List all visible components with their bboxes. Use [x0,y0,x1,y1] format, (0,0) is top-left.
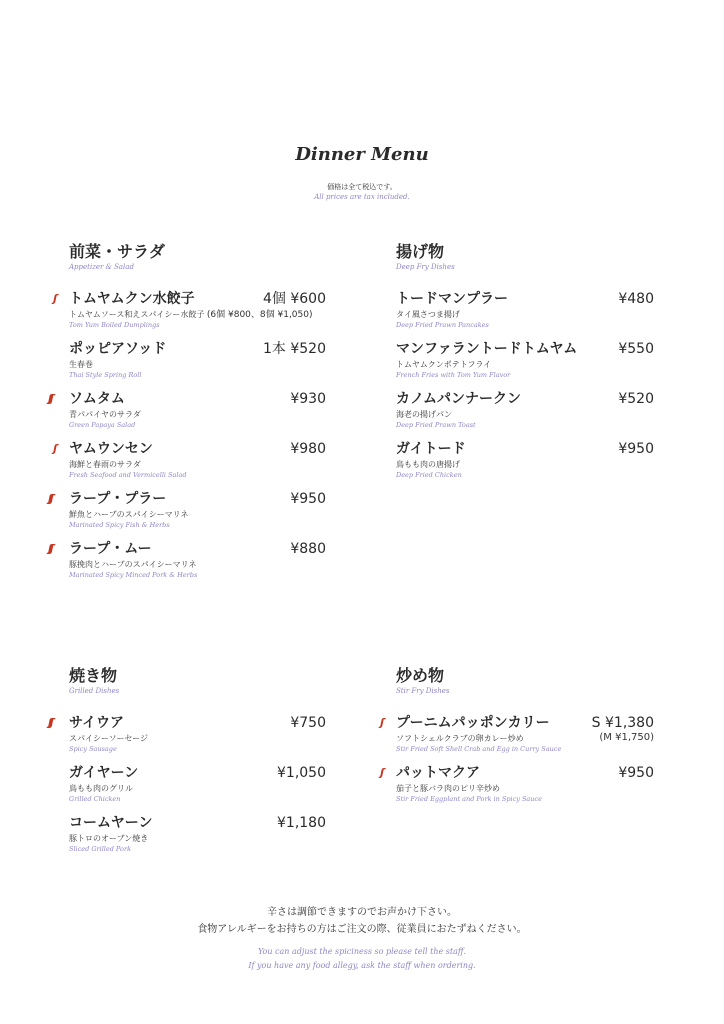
section-subtitle: Grilled Dishes [69,687,120,695]
item-price: ¥1,050 [277,765,326,781]
item-description-jp: 鮮魚とハーブのスパイシーマリネ [69,510,189,519]
item-price: ¥980 [290,441,326,457]
item-description-en: Green Papaya Salad [69,421,136,429]
menu-item [380,714,654,764]
menu-item [69,340,326,390]
item-price: ¥950 [290,491,326,507]
menu-item [48,490,326,540]
footer-spice-note-jp: 辛さは調節できますのでお声かけ下さい。 [267,907,457,918]
tax-note-jp: 価格は全て税込です。 [327,183,397,191]
item-description-jp: 海鮮と春雨のサラダ [69,460,141,469]
item-price: ¥750 [290,715,326,731]
chili-pepper-icon: ʃ [53,442,55,455]
section-subtitle: Appetizer & Salad [69,263,134,271]
footer-allergy-note-jp: 食物アレルギーをお持ちの方はご注文の際、従業員におたずねください。 [197,924,527,935]
menu-item [48,390,326,440]
menu-section [48,242,326,590]
item-name: カノムパンナークン [396,391,522,407]
item-description-en: Stir Fried Eggplant and Pork in Spicy Sauce [396,795,542,803]
item-description-en: Sliced Grilled Pork [69,845,132,853]
chili-pepper-icon: ʃʃ [48,492,52,505]
chili-pepper-icon: ʃʃ [48,716,52,729]
section-item-list [48,714,326,864]
item-price-alt: (M ¥1,750) [599,732,654,743]
item-description-jp: ソフトシェルクラブの卵カレー炒め [396,734,524,743]
item-description-jp: タイ風さつま揚げ [396,310,460,319]
item-price: ¥930 [290,391,326,407]
item-price: ¥1,180 [277,815,326,831]
footer-spice-note-en: You can adjust the spiciness so please tell the staff. [257,947,467,956]
section-title: 前菜・サラダ [69,242,165,261]
section-title: 焼き物 [69,666,118,685]
item-price: 4個 ¥600 [263,291,326,307]
item-description-en: French Fries with Tom Yum Flavor [396,371,511,379]
item-description-en: Thai Style Spring Roll [69,371,142,379]
menu-item [48,540,326,590]
menu-title: Dinner Menu [295,144,429,165]
menu-item [69,764,326,814]
item-price: S ¥1,380 [591,715,654,731]
item-description-en: Deep Fried Prawn Toast [396,421,476,429]
section-title: 揚げ物 [396,242,445,261]
section-item-list [380,714,654,814]
item-description-en: Tom Yum Boiled Dumplings [69,321,160,329]
item-price: ¥550 [618,341,654,357]
item-name: コームヤーン [69,815,153,831]
item-name: マンファラントードトムヤム [396,341,578,357]
item-description-jp: トムヤムソース和えスパイシー水餃子 (6個 ¥800、8個 ¥1,050) [69,310,313,320]
item-description-en: Deep Fried Prawn Pancakes [396,321,489,329]
item-name: ガイヤーン [69,765,139,781]
menu-section [48,666,326,864]
item-price: 1本 ¥520 [263,341,326,357]
menu-item [53,440,326,490]
item-name: ガイトード [396,441,466,457]
menu-section [396,242,654,490]
chili-pepper-icon: ʃ [380,766,382,779]
item-name: ポッピアソッド [69,341,167,357]
item-name: トードマンプラー [396,291,508,307]
item-description-jp: トムヤムクンポテトフライ [396,360,492,369]
item-price: ¥950 [618,765,654,781]
item-name: ヤムウンセン [69,441,153,457]
chili-pepper-icon: ʃ [53,292,55,305]
item-description-en: Grilled Chicken [69,795,121,803]
item-description-en: Deep Fried Chicken [396,471,462,479]
item-description-jp: 豚挽肉とハーブのスパイシーマリネ [69,560,197,569]
item-name: プーニムパッポンカリー [396,715,550,731]
section-subtitle: Stir Fry Dishes [396,687,450,695]
item-description-jp: 鳥もも肉のグリル [69,784,133,793]
item-name: トムヤムクン水餃子 [69,291,195,307]
item-price: ¥880 [290,541,326,557]
item-name: パットマクア [396,765,480,781]
footer-allergy-note-en: If you have any food allegy, ask the staff when ordering. [248,961,476,970]
menu-item [48,714,326,764]
item-price-options: (6個 ¥800、8個 ¥1,050) [206,310,313,320]
item-price: ¥480 [618,291,654,307]
section-item-list [48,290,326,590]
menu-section [380,666,654,814]
item-name: ラープ・ムー [69,541,152,557]
item-description-jp: 豚トロのオーブン焼き [69,834,149,843]
chili-pepper-icon: ʃ [380,716,382,729]
item-description-en: Fresh Seafood and Vermicelli Salad [69,471,187,479]
item-price: ¥520 [618,391,654,407]
section-subtitle: Deep Fry Dishes [396,263,455,271]
item-price: ¥950 [618,441,654,457]
chili-pepper-icon: ʃʃ [48,392,52,405]
item-description-en: Stir Fried Soft Shell Crab and Egg in Curry Sauce [396,745,562,753]
item-description-jp: 海老の揚げパン [396,410,452,419]
menu-item [396,390,654,440]
chili-pepper-icon: ʃʃ [48,542,52,555]
item-description-jp: 生春巻 [69,360,93,369]
item-name: サイウア [69,715,125,731]
item-description-en: Spicy Sausage [69,745,117,753]
item-name: ラープ・プラー [69,491,167,507]
item-name: ソムタム [69,391,125,407]
menu-item [396,440,654,490]
item-description-jp: 青パパイヤのサラダ [69,410,141,419]
item-description-jp: 鳥もも肉の唐揚げ [396,460,460,469]
menu-item [380,764,654,814]
menu-item [53,290,326,340]
item-description-jp: スパイシーソーセージ [69,734,149,743]
tax-note-en: All prices are tax included. [314,193,410,201]
menu-item [396,340,654,390]
item-description-jp: 茄子と豚バラ肉のピリ辛炒め [396,784,500,793]
menu-item [69,814,326,864]
item-description-en: Marinated Spicy Minced Pork & Herbs [69,571,198,579]
item-description-en: Marinated Spicy Fish & Herbs [69,521,170,529]
section-item-list [396,290,654,490]
section-title: 炒め物 [396,666,445,685]
menu-item [396,290,654,340]
